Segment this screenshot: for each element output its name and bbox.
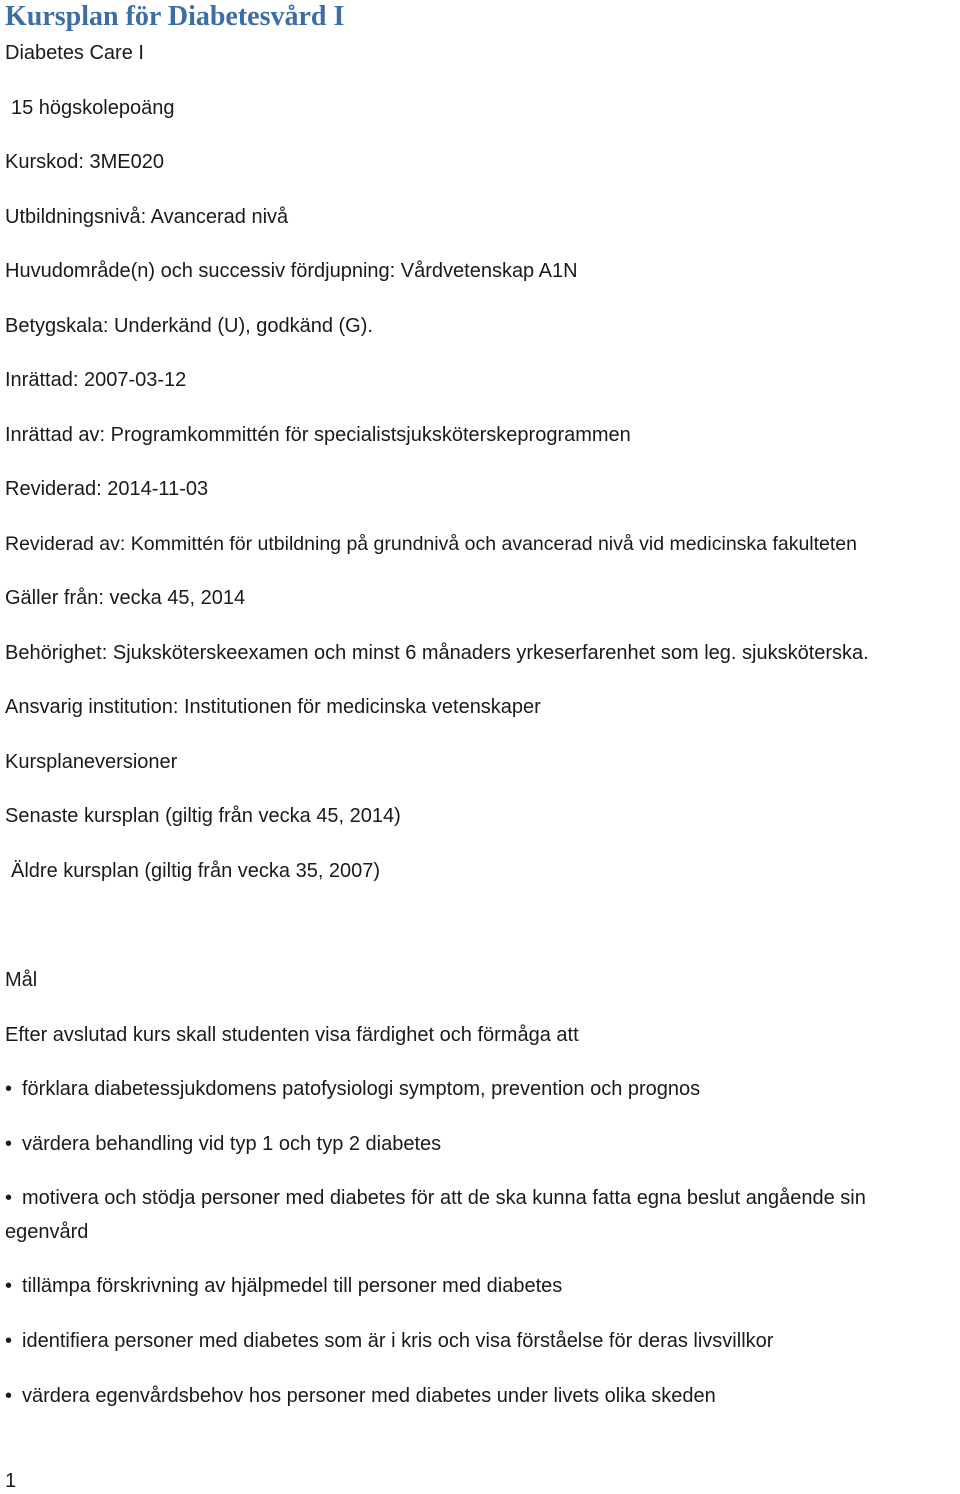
level-value: Avancerad nivå [150, 206, 289, 228]
established-value: 2007-03-12 [83, 369, 187, 391]
goal-text: värdera egenvårdsbehov hos personer med diabetes under livets olika skeden [22, 1385, 716, 1407]
established-label: Inrättad: [5, 369, 79, 391]
revised-by-value: Kommittén för utbildning på grundnivå och avancerad nivå vid medicinska fakulteten [130, 533, 858, 555]
bullet-icon: • [5, 1187, 13, 1209]
goal-item [5, 1181, 950, 1249]
eligibility-row [5, 640, 869, 666]
bullet-icon: • [5, 1385, 13, 1407]
goal-text: förklara diabetessjukdomens patofysiologi symptom, prevention och prognos [22, 1078, 701, 1100]
bullet-icon: • [5, 1275, 13, 1297]
valid-from-row [5, 585, 245, 611]
course-code-label: Kurskod: [5, 151, 84, 173]
institution-label: Ansvarig institution: [5, 696, 179, 718]
institution-row [5, 694, 541, 720]
goal-item [5, 1324, 950, 1358]
bullet-icon: • [5, 1133, 13, 1155]
older-version: Äldre kursplan (giltig från vecka 35, 2007) [11, 860, 381, 882]
goals-intro: Efter avslutad kurs skall studenten visa färdighet och förmåga att [5, 1024, 579, 1046]
latest-version: Senaste kursplan (giltig från vecka 45, 2014) [5, 805, 401, 827]
revised-by-row [5, 531, 857, 557]
versions-heading: Kursplaneversioner [5, 751, 178, 773]
revised-label: Reviderad: [5, 478, 102, 500]
eligibility-value: Sjuksköterskeexamen och minst 6 månaders yrkeserfarenhet som leg. sjuksköterska. [112, 642, 869, 664]
institution-value: Institutionen för medicinska vetenskaper [183, 696, 541, 718]
main-field-label: Huvudområde(n) och successiv fördjupning: [5, 260, 396, 282]
page-title: Kursplan för Diabetesvård I [5, 1, 345, 32]
revised-by-label: Reviderad av: [5, 533, 126, 555]
established-by-value: Programkommittén för specialistsjuksköterskeprogrammen [110, 424, 631, 446]
goal-text: motivera och stödja personer med diabetes för att de ska kunna fatta egna beslut angående sin egenvård [5, 1187, 866, 1243]
level-label: Utbildningsnivå: [5, 206, 147, 228]
page-number: 1 [5, 1470, 17, 1492]
course-code-value: 3ME020 [89, 151, 164, 173]
goal-text: identifiera personer med diabetes som är i kris och visa förståelse för deras livsvillkor [22, 1330, 774, 1352]
goal-item [5, 1269, 950, 1303]
grading-label: Betygskala: [5, 315, 109, 337]
goal-text: tillämpa förskrivning av hjälpmedel till personer med diabetes [22, 1275, 563, 1297]
goal-item [5, 1379, 950, 1413]
goal-item [5, 1127, 950, 1161]
english-name: Diabetes Care I [5, 42, 144, 64]
goal-item [5, 1072, 950, 1106]
bullet-icon: • [5, 1078, 13, 1100]
revised-row [5, 476, 208, 502]
goal-text: värdera behandling vid typ 1 och typ 2 diabetes [22, 1133, 442, 1155]
revised-value: 2014-11-03 [107, 478, 209, 500]
established-by-row [5, 422, 631, 448]
grading-row [5, 313, 373, 339]
main-field-value: Vårdvetenskap A1N [400, 260, 578, 282]
goals-heading: Mål [5, 969, 38, 991]
main-field-row [5, 258, 578, 284]
established-by-label: Inrättad av: [5, 424, 106, 446]
bullet-icon: • [5, 1330, 13, 1352]
course-code-row [5, 149, 164, 175]
valid-from-value: vecka 45, 2014 [109, 587, 246, 609]
grading-value: Underkänd (U), godkänd (G). [113, 315, 373, 337]
valid-from-label: Gäller från: [5, 587, 104, 609]
eligibility-label: Behörighet: [5, 642, 108, 664]
level-row [5, 204, 288, 230]
credits: 15 högskolepoäng [11, 97, 175, 119]
established-row [5, 367, 186, 393]
